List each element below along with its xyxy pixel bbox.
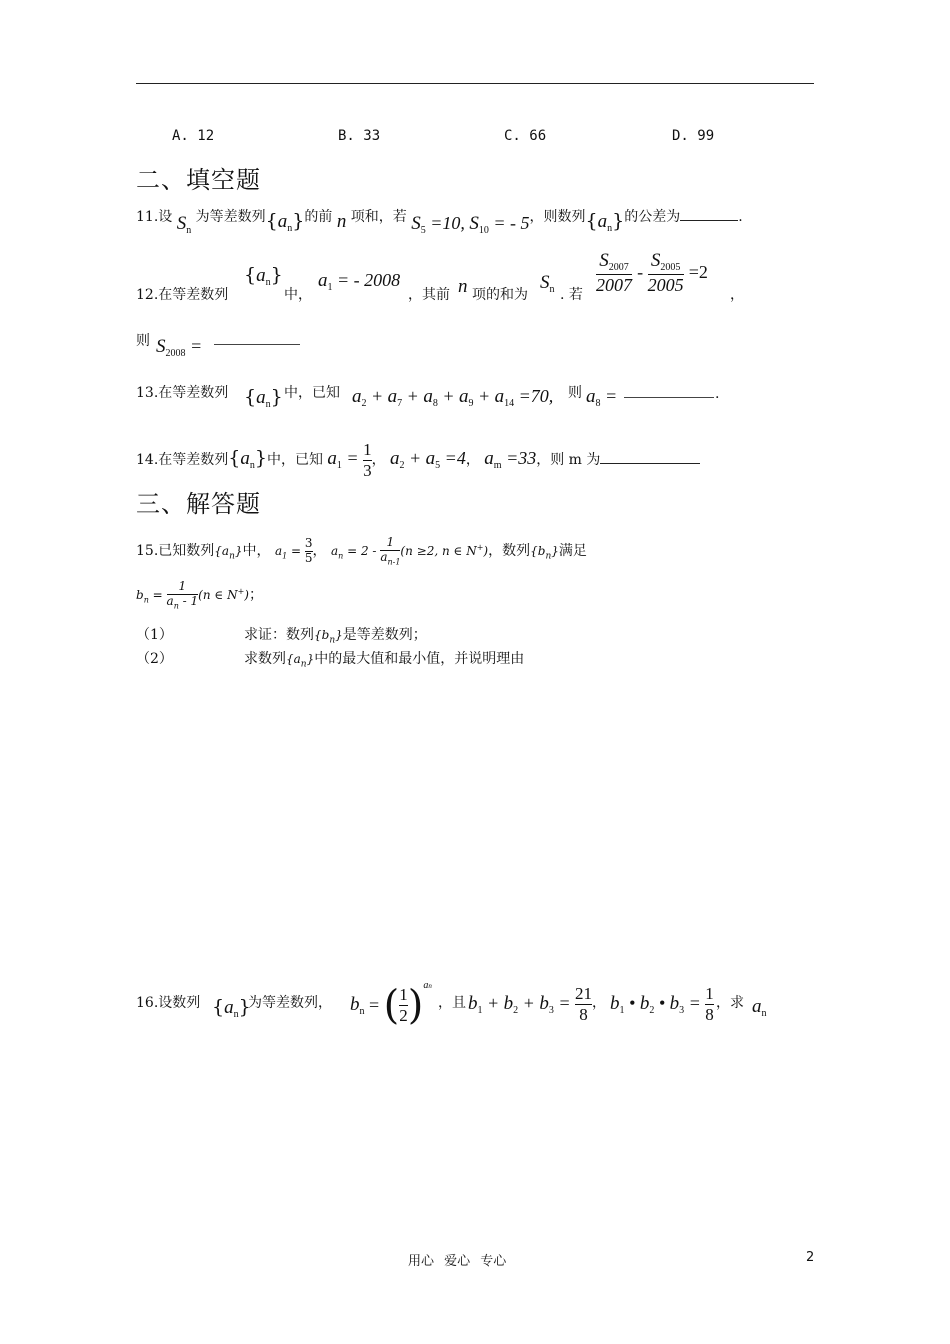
q13-math-a8: $a_8$ = [586,386,618,409]
q14-fraction-one-third: $\frac{1}{3}$ [363,440,372,480]
q11-text-2: 为等差数列 [195,209,266,225]
q15-math-recurrence: $a_n = 2$ - [330,544,381,561]
q14-text-1: 在等差数列 [158,452,229,469]
q11-text-6: 的公差为 [624,209,681,225]
question-number: 11. [136,209,159,225]
q15-part-1-math-bn: $\{b_n\}$ [314,628,343,646]
q16-math-bn-def: $b_n$ = ( $\frac{1}{2}$ )$^{an}$ [350,980,432,1029]
q15-fraction-3-5: $\frac{3}{5}$ [304,535,313,565]
q16-fraction-half: $\frac{1}{2}$ [399,985,408,1025]
q14-answer-blank [600,451,700,464]
q12-math-an: $\{a_n\}$ [244,264,283,288]
page-number: 2 [806,1250,815,1265]
q16-math-an: $\{a_n\}$ [212,996,251,1020]
q16-text-5: ，求 [716,995,744,1011]
q12-text-1: 在等差数列 [158,287,229,303]
q15-part-1-text-2: 是等差数列； [342,627,427,643]
q16-math-sum: $b_1 + b_2 + b_3$ = $\frac{21}{8}$ [468,984,592,1024]
q15-math-an: $\{a_n\}$ [214,544,243,562]
q13-text-3: 则 [568,385,582,401]
q14-text-3: ， [371,452,386,469]
q16-text-4: ， [592,995,606,1011]
q15-text-2: 中， [242,543,271,560]
q12-math-sn: $S_n$ [540,272,555,295]
q15-part-2-label: （2） [136,651,173,667]
q14-math-an: $\{a_n\}$ [228,447,267,472]
q13-answer-blank [624,397,714,398]
choice-b: B. 33 [338,128,381,144]
q15-part-2-text-2: 中的最大值和最小值，并说明理由 [314,651,525,667]
footer-motto: 用心 爱心 专心 [408,1254,507,1269]
q15-part-1-text: 求证：数列 [244,627,314,643]
q14-text-5: ，则 m 为 [536,452,601,469]
choice-d: D. 99 [672,128,715,144]
q11-text-3: 的前 [304,209,333,225]
q14-text-2: 中，已知 [266,452,323,469]
question-number: 15. [136,543,159,560]
q12-text-2: 中， [284,287,312,303]
choice-c: C. 66 [504,128,547,144]
q11-math-an-2: $\{a_n\}$ [585,210,625,234]
q13-math-sum: $a_2 + a_7 + a_8 + a_9 + a_{14} =70$, [352,386,554,409]
q14-text-4: ， [465,452,480,469]
q14-math-am: $a_m =33$ [484,448,537,472]
q15-math-bn-domain: (n ∈ N+) [198,587,249,603]
q15-part-1 [244,624,427,645]
q15-text-1: 已知数列 [158,543,215,560]
q12-fraction-1: $\frac{S_{2007}}{2007}$ [596,250,632,295]
q12-math-a1: $a_1$ = - 2008 [318,270,401,293]
q11-text-4: 项和，若 [350,209,407,225]
question-13-text [136,382,228,402]
q11-math-an: $\{a_n\}$ [265,210,305,234]
q15-text-5: 满足 [558,543,587,560]
q13-text-2: 中，已知 [284,385,340,401]
q15-part-2-text: 求数列 [244,651,286,667]
q12-math-fraction-equation: $\frac{S_{2007}}{2007}$ - $\frac{S_{2005}}{2005}$ =2 [596,250,708,295]
q15-math-a1: $a_1$ = [274,544,305,561]
q12-text-7: 则 [136,333,150,349]
q11-math-condition: $S_5 =10$, $S_{10}$ = - 5 [411,213,530,236]
q16-text-3: ，且 [438,995,466,1011]
q14-math-a1: $a_1$ = [327,448,364,472]
section-solve-title: 三、解答题 [136,490,261,518]
q15-part-2-math-an: $\{a_n\}$ [286,652,315,670]
question-15-line-1 [136,536,587,566]
question-12-line-1 [136,284,228,304]
q15-part-1-label: （1） [136,627,173,643]
q15-fraction-recurrence: $\frac{1}{a_{n-1}}$ [380,535,401,567]
q13-math-an: $\{a_n\}$ [244,386,283,410]
q12-math-n: n [458,276,468,297]
q13-period: . [715,386,720,402]
question-number: 12. [136,287,159,303]
q15-text-3: ， [312,543,327,560]
question-15-line-2 [136,580,263,610]
q16-fraction-1-8: $\frac{1}{8}$ [705,984,714,1024]
question-number: 14. [136,452,159,469]
q16-text-1: 设数列 [158,995,201,1011]
q12-fraction-2: $\frac{S_{2005}}{2005}$ [647,250,684,295]
q15-text-6: ； [248,587,263,604]
section-fill-in-title: 二、填空题 [136,166,261,194]
choice-a: A. 12 [172,128,215,144]
question-11 [136,204,743,236]
q11-math-sn: $S_n$ [176,213,192,236]
q15-part-2 [244,648,524,669]
q15-math-domain: (n ≥2, n ∈ N+) [400,543,489,559]
q11-period: . [738,209,743,225]
q12-text-6: ， [730,287,744,303]
q15-math-bn-def: $b_n$ = [136,588,167,605]
q12-text-4: 项的和为 [472,287,528,303]
q12-math-s2008: $S_{2008}$ = [156,336,203,359]
q11-text-1: 设 [158,209,173,225]
q15-fraction-bn: $\frac{1}{a_n - 1}$ [166,579,199,611]
q16-math-an-target: $a_n$ [752,996,767,1019]
question-16-text [136,992,200,1012]
question-14 [136,440,700,480]
q16-fraction-21-8: $\frac{21}{8}$ [574,984,592,1024]
q12-text-3: ，其前 [408,287,450,303]
question-number: 16. [136,995,159,1011]
q15-text-4: ，数列 [488,543,531,560]
q13-text-1: 在等差数列 [158,385,229,401]
q16-math-product: $b_1$ • $b_2$ • $b_3$ = $\frac{1}{8}$ [610,984,714,1024]
q14-math-a2-a5: $a_2 + a_5 =4$ [390,448,466,472]
q16-text-2: 为等差数列， [248,995,332,1011]
q15-math-bn: $\{b_n\}$ [530,544,559,562]
question-number: 13. [136,385,159,401]
header-rule [136,83,814,84]
q11-answer-blank [680,208,738,221]
q12-text-5: . 若 [560,287,583,303]
q11-math-n: n [336,211,347,232]
q11-text-5: ，则数列 [529,209,586,225]
q12-answer-blank [214,344,300,345]
